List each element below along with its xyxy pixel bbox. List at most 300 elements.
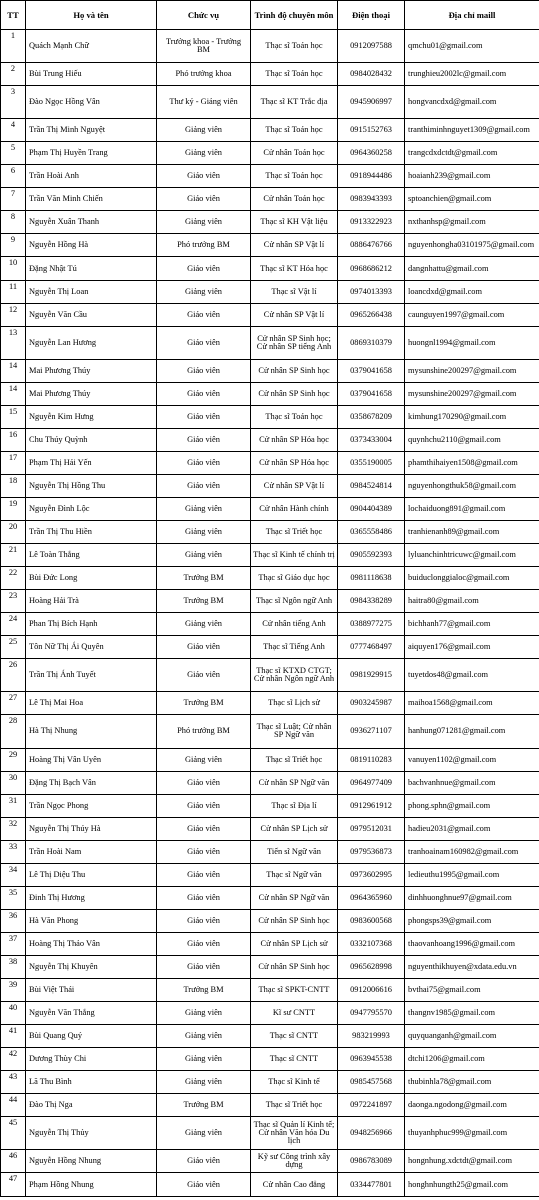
cell-phone: 0355190005 (338, 451, 405, 474)
cell-tt: 12 (1, 303, 26, 326)
cell-tt: 4 (1, 119, 26, 142)
table-row (1, 1071, 539, 1094)
table-row (1, 188, 539, 211)
table-row (1, 30, 539, 63)
table-row (1, 165, 539, 188)
cell-phone: 0985457568 (338, 1071, 405, 1094)
cell-email: phong.sphn@gmail.com (405, 794, 539, 817)
cell-name: Nguyễn Kim Hưng (26, 405, 157, 428)
cell-qualification: Thạc sĩ Địa lí (251, 794, 338, 817)
cell-tt: 18 (1, 474, 26, 497)
cell-name: Nguyễn Lan Hương (26, 326, 157, 359)
cell-email: aiquyen176@gmail.com (405, 636, 539, 659)
cell-phone: 0979512031 (338, 817, 405, 840)
cell-name: Phạm Thị Hải Yến (26, 451, 157, 474)
cell-tt: 30 (1, 771, 26, 794)
cell-qualification: Cử nhân SP Sinh học (251, 382, 338, 405)
cell-email: nguyenhongha03101975@gmail.com (405, 234, 539, 257)
cell-name: Mai Phương Thúy (26, 382, 157, 405)
cell-tt: 5 (1, 142, 26, 165)
cell-tt: 34 (1, 863, 26, 886)
cell-email: quyquanganh@gmail.com (405, 1025, 539, 1048)
table-row (1, 1117, 539, 1150)
cell-email: hadieu2031@gmail.com (405, 817, 539, 840)
cell-name: Trần Ngọc Phong (26, 794, 157, 817)
cell-position: Giáo viên (157, 428, 251, 451)
cell-phone: 0947795570 (338, 1002, 405, 1025)
cell-email: mysunshine200297@gmail.com (405, 359, 539, 382)
cell-position: Giảng viên (157, 142, 251, 165)
cell-phone: 0983943393 (338, 188, 405, 211)
cell-qualification: Thạc sĩ Triết học (251, 1094, 338, 1117)
cell-tt: 7 (1, 188, 26, 211)
cell-position: Trưởng khoa - Trưởng BM (157, 30, 251, 63)
cell-position: Giáo viên (157, 771, 251, 794)
cell-name: Trần Hoài Nam (26, 840, 157, 863)
cell-qualification: Thạc sĩ Tiếng Anh (251, 636, 338, 659)
cell-qualification: Thạc sĩ Kinh tế (251, 1071, 338, 1094)
cell-tt: 3 (1, 86, 26, 119)
table-row (1, 359, 539, 382)
cell-position: Giáo viên (157, 955, 251, 978)
cell-position: Giảng viên (157, 521, 251, 544)
cell-position: Trưởng BM (157, 1094, 251, 1117)
cell-email: quynhchu2110@gmail.com (405, 428, 539, 451)
cell-name: Phạm Thị Huyền Trang (26, 142, 157, 165)
table-row (1, 1094, 539, 1117)
cell-name: Phạm Hồng Nhung (26, 1173, 157, 1197)
cell-name: Hoàng Thị Vân Uyên (26, 748, 157, 771)
cell-position: Giảng viên (157, 1002, 251, 1025)
table-row (1, 817, 539, 840)
cell-qualification: Thạc sĩ Toán học (251, 165, 338, 188)
cell-name: Trần Thị Ánh Tuyết (26, 659, 157, 692)
cell-name: Nguyễn Thị Thủy (26, 1117, 157, 1150)
cell-qualification: Cử nhân SP Hóa học (251, 451, 338, 474)
table-row (1, 257, 539, 280)
cell-phone: 0963945538 (338, 1048, 405, 1071)
cell-position: Giáo viên (157, 165, 251, 188)
cell-tt: 15 (1, 405, 26, 428)
cell-position: Trưởng BM (157, 978, 251, 1001)
cell-name: Đặng Thị Bạch Vân (26, 771, 157, 794)
cell-name: Lã Thu Bình (26, 1071, 157, 1094)
cell-tt: 29 (1, 748, 26, 771)
cell-position: Giảng viên (157, 544, 251, 567)
cell-qualification: Cử nhân SP Sinh học (251, 359, 338, 382)
cell-qualification: Cử nhân Cao đẳng (251, 1173, 338, 1197)
cell-name: Nguyễn Thị Loan (26, 280, 157, 303)
cell-email: daonga.ngodong@gmail.com (405, 1094, 539, 1117)
cell-position: Giáo viên (157, 863, 251, 886)
cell-phone: 0979536873 (338, 840, 405, 863)
cell-position: Giáo viên (157, 405, 251, 428)
cell-email: bachvanhnue@gmail.com (405, 771, 539, 794)
cell-phone: 0905592393 (338, 544, 405, 567)
cell-tt: 33 (1, 840, 26, 863)
cell-position: Phó trưởng BM (157, 715, 251, 748)
table-row (1, 142, 539, 165)
cell-phone: 0984524814 (338, 474, 405, 497)
cell-qualification: Thạc sĩ Toán học (251, 30, 338, 63)
cell-phone: 0886476766 (338, 234, 405, 257)
cell-name: Lê Thị Mai Hoa (26, 692, 157, 715)
cell-phone: 0869310379 (338, 326, 405, 359)
table-row (1, 613, 539, 636)
cell-email: honghnhungth25@gmail.com (405, 1173, 539, 1197)
cell-phone: 0373433004 (338, 428, 405, 451)
cell-qualification: Cử nhân Toán học (251, 188, 338, 211)
cell-position: Trưởng BM (157, 692, 251, 715)
table-row (1, 405, 539, 428)
cell-name: Lê Thị Diệu Thu (26, 863, 157, 886)
cell-name: Trần Thị Thu Hiền (26, 521, 157, 544)
table-row (1, 932, 539, 955)
cell-qualification: Cử nhân SP Ngữ văn (251, 886, 338, 909)
cell-tt: 25 (1, 636, 26, 659)
cell-phone: 0983600568 (338, 909, 405, 932)
cell-position: Trưởng BM (157, 590, 251, 613)
cell-name: Bùi Trung Hiếu (26, 63, 157, 86)
cell-qualification: Cử nhân Toán học (251, 142, 338, 165)
cell-qualification: Cử nhân SP Lịch sử (251, 817, 338, 840)
cell-qualification: Thạc sĩ KH Vật liệu (251, 211, 338, 234)
table-row (1, 119, 539, 142)
table-row (1, 794, 539, 817)
cell-position: Giáo viên (157, 474, 251, 497)
table-row (1, 659, 539, 692)
cell-tt: 43 (1, 1071, 26, 1094)
cell-email: loancdxd@gmail.com (405, 280, 539, 303)
header-tt: TT (1, 1, 26, 30)
cell-phone: 0912006616 (338, 978, 405, 1001)
cell-position: Trưởng BM (157, 567, 251, 590)
cell-phone: 0365558486 (338, 521, 405, 544)
cell-name: Mai Phương Thúy (26, 359, 157, 382)
cell-name: Hoàng Thị Thảo Vân (26, 932, 157, 955)
cell-position: Phó trưởng BM (157, 234, 251, 257)
cell-tt: 22 (1, 567, 26, 590)
cell-qualification: Thạc sĩ Toán học (251, 63, 338, 86)
cell-qualification: Cử nhân SP Lịch sử (251, 932, 338, 955)
cell-qualification: Cử nhân SP Hóa học (251, 428, 338, 451)
cell-name: Nguyễn Hồng Nhung (26, 1150, 157, 1173)
cell-position: Giảng viên (157, 119, 251, 142)
cell-email: ledieuthu1995@gmail.com (405, 863, 539, 886)
cell-qualification: Kĩ sư CNTT (251, 1002, 338, 1025)
cell-phone: 0965628998 (338, 955, 405, 978)
header-qualification: Trình độ chuyên môn (251, 1, 338, 30)
cell-position: Giáo viên (157, 188, 251, 211)
cell-email: hongnhung.xdctdt@gmail.com (405, 1150, 539, 1173)
cell-position: Giáo viên (157, 909, 251, 932)
cell-position: Giảng viên (157, 1117, 251, 1150)
table-row (1, 909, 539, 932)
table-row (1, 63, 539, 86)
cell-name: Phan Thị Bích Hạnh (26, 613, 157, 636)
cell-tt: 13 (1, 326, 26, 359)
cell-tt: 1 (1, 30, 26, 63)
cell-phone: 0964365960 (338, 886, 405, 909)
cell-qualification: Thạc sĩ Giáo dục học (251, 567, 338, 590)
cell-name: Chu Thúy Quỳnh (26, 428, 157, 451)
cell-qualification: Thạc sĩ Lịch sử (251, 692, 338, 715)
cell-phone: 0777468497 (338, 636, 405, 659)
cell-phone: 0918944486 (338, 165, 405, 188)
cell-qualification: Cử nhân SP Ngữ văn (251, 771, 338, 794)
cell-email: nxthanhsp@gmail.com (405, 211, 539, 234)
table-row (1, 451, 539, 474)
cell-email: hongvancdxd@gmail.com (405, 86, 539, 119)
cell-phone: 0972241897 (338, 1094, 405, 1117)
table-row (1, 771, 539, 794)
cell-phone: 0388977275 (338, 613, 405, 636)
cell-tt: 9 (1, 234, 26, 257)
cell-phone: 0913322923 (338, 211, 405, 234)
cell-position: Giáo viên (157, 303, 251, 326)
cell-position: Giáo viên (157, 1150, 251, 1173)
cell-email: thuyanhphuc999@gmail.com (405, 1117, 539, 1150)
cell-phone: 0358678209 (338, 405, 405, 428)
cell-tt: 31 (1, 794, 26, 817)
cell-position: Giáo viên (157, 636, 251, 659)
table-row (1, 590, 539, 613)
cell-phone: 0945906997 (338, 86, 405, 119)
cell-tt: 47 (1, 1173, 26, 1197)
table-header-row (1, 1, 539, 30)
cell-qualification: Cử nhân SP Vật lí (251, 234, 338, 257)
cell-tt: 36 (1, 909, 26, 932)
cell-tt: 14 (1, 359, 26, 382)
cell-email: hoaianh239@gmail.com (405, 165, 539, 188)
table-row (1, 382, 539, 405)
cell-email: mysunshine200297@gmail.com (405, 382, 539, 405)
cell-phone: 0968686212 (338, 257, 405, 280)
cell-phone: 0981929915 (338, 659, 405, 692)
table-row (1, 1173, 539, 1197)
cell-position: Giảng viên (157, 748, 251, 771)
cell-tt: 39 (1, 978, 26, 1001)
cell-email: tuyetdos48@gmail.com (405, 659, 539, 692)
cell-position: Giáo viên (157, 817, 251, 840)
cell-name: Hà Văn Phong (26, 909, 157, 932)
cell-position: Giáo viên (157, 840, 251, 863)
cell-tt: 11 (1, 280, 26, 303)
cell-name: Nguyễn Hồng Hà (26, 234, 157, 257)
table-row (1, 840, 539, 863)
cell-email: tranthiminhnguyet1309@gmail.com (405, 119, 539, 142)
cell-email: nguyenthikhuyen@xdata.edu.vn (405, 955, 539, 978)
cell-tt: 42 (1, 1048, 26, 1071)
cell-name: Đào Ngọc Hồng Vân (26, 86, 157, 119)
cell-phone: 0379041658 (338, 382, 405, 405)
cell-tt: 10 (1, 257, 26, 280)
cell-phone: 0984338289 (338, 590, 405, 613)
cell-tt: 6 (1, 165, 26, 188)
cell-email: tranhoainam160982@gmail.com (405, 840, 539, 863)
table-row (1, 303, 539, 326)
cell-name: Quách Mạnh Chữ (26, 30, 157, 63)
cell-qualification: Thạc sĩ SPKT-CNTT (251, 978, 338, 1001)
cell-position: Giáo viên (157, 326, 251, 359)
table-row (1, 863, 539, 886)
cell-name: Nguyễn Thị Hồng Thu (26, 474, 157, 497)
table-row (1, 748, 539, 771)
cell-phone: 983219993 (338, 1025, 405, 1048)
cell-tt: 23 (1, 590, 26, 613)
table-row (1, 544, 539, 567)
cell-phone: 0973602995 (338, 863, 405, 886)
cell-email: maihoa1568@gmail.com (405, 692, 539, 715)
cell-name: Nguyễn Thị Thúy Hà (26, 817, 157, 840)
cell-qualification: Thạc sĩ CNTT (251, 1025, 338, 1048)
cell-qualification: Thạc sĩ Toán học (251, 405, 338, 428)
cell-position: Giảng viên (157, 1071, 251, 1094)
table-row (1, 211, 539, 234)
cell-tt: 24 (1, 613, 26, 636)
cell-name: Bùi Quang Quý (26, 1025, 157, 1048)
cell-email: sptoanchien@gmail.com (405, 188, 539, 211)
table-row (1, 521, 539, 544)
header-position: Chức vụ (157, 1, 251, 30)
cell-phone: 0981118638 (338, 567, 405, 590)
cell-qualification: Cử nhân tiếng Anh (251, 613, 338, 636)
cell-tt: 8 (1, 211, 26, 234)
table-row (1, 86, 539, 119)
cell-phone: 0965266438 (338, 303, 405, 326)
cell-qualification: Kỹ sư Công trình xây dựng (251, 1150, 338, 1173)
cell-qualification: Thạc sĩ KT Hóa học (251, 257, 338, 280)
cell-position: Giáo viên (157, 382, 251, 405)
table-row (1, 955, 539, 978)
table-row (1, 567, 539, 590)
cell-qualification: Thạc sĩ Triết học (251, 521, 338, 544)
cell-email: bvthai75@gmail.com (405, 978, 539, 1001)
cell-phone: 0964977409 (338, 771, 405, 794)
cell-tt: 44 (1, 1094, 26, 1117)
cell-qualification: Thạc sĩ Ngữ văn (251, 863, 338, 886)
cell-qualification: Cử nhân SP Sinh học; Cử nhân SP tiếng Anh (251, 326, 338, 359)
cell-tt: 27 (1, 692, 26, 715)
cell-email: tranhienanh89@gmail.com (405, 521, 539, 544)
cell-name: Đào Thị Nga (26, 1094, 157, 1117)
table-row (1, 474, 539, 497)
cell-position: Giảng viên (157, 497, 251, 520)
cell-email: trunghieu2002lc@gmail.com (405, 63, 539, 86)
cell-position: Thư ký - Giảng viên (157, 86, 251, 119)
cell-phone: 0986783089 (338, 1150, 405, 1173)
cell-name: Đặng Nhật Tú (26, 257, 157, 280)
header-email: Địa chỉ maill (405, 1, 539, 30)
cell-tt: 14 (1, 382, 26, 405)
table-row (1, 428, 539, 451)
cell-name: Nguyễn Đình Lộc (26, 497, 157, 520)
cell-tt: 28 (1, 715, 26, 748)
cell-position: Phó trưởng khoa (157, 63, 251, 86)
cell-email: huongnl1994@gmail.com (405, 326, 539, 359)
table-row (1, 692, 539, 715)
cell-tt: 2 (1, 63, 26, 86)
cell-name: Trần Hoài Anh (26, 165, 157, 188)
cell-name: Nguyễn Văn Thắng (26, 1002, 157, 1025)
cell-tt: 19 (1, 497, 26, 520)
cell-position: Giáo viên (157, 932, 251, 955)
cell-phone: 0912097588 (338, 30, 405, 63)
cell-name: Trần Văn Minh Chiến (26, 188, 157, 211)
cell-qualification: Thạc sĩ Kinh tế chính trị (251, 544, 338, 567)
header-phone: Điện thoại (338, 1, 405, 30)
cell-qualification: Thạc sĩ Luật; Cử nhân SP Ngữ văn (251, 715, 338, 748)
cell-phone: 0948256966 (338, 1117, 405, 1150)
cell-tt: 20 (1, 521, 26, 544)
cell-position: Giáo viên (157, 1173, 251, 1197)
cell-phone: 0903245987 (338, 692, 405, 715)
table-row (1, 886, 539, 909)
cell-name: Đinh Thị Hương (26, 886, 157, 909)
cell-qualification: Thạc sĩ Toán học (251, 119, 338, 142)
cell-phone: 0936271107 (338, 715, 405, 748)
cell-phone: 0379041658 (338, 359, 405, 382)
cell-phone: 0904404389 (338, 497, 405, 520)
cell-email: bichhanh77@gmail.com (405, 613, 539, 636)
cell-position: Giảng viên (157, 613, 251, 636)
table-row (1, 1048, 539, 1071)
cell-email: phamthihaiyen1508@gmail.com (405, 451, 539, 474)
cell-name: Tôn Nữ Thị Ái Quyên (26, 636, 157, 659)
cell-email: trangcdxdctdt@gmail.com (405, 142, 539, 165)
table-row (1, 1002, 539, 1025)
cell-phone: 0912961912 (338, 794, 405, 817)
cell-qualification: Thạc sĩ Quản lí Kinh tế; Cử nhân Văn hóa Du lịch (251, 1117, 338, 1150)
cell-tt: 38 (1, 955, 26, 978)
cell-tt: 46 (1, 1150, 26, 1173)
cell-position: Giáo viên (157, 451, 251, 474)
cell-qualification: Cử nhân SP Vật lí (251, 303, 338, 326)
cell-email: dtchi1206@gmail.com (405, 1048, 539, 1071)
cell-qualification: Thạc sĩ Vật lí (251, 280, 338, 303)
table-row (1, 497, 539, 520)
cell-qualification: Thạc sĩ KT Trắc địa (251, 86, 338, 119)
cell-qualification: Thạc sĩ Triết học (251, 748, 338, 771)
cell-position: Giáo viên (157, 659, 251, 692)
cell-email: thangnv1985@gmail.com (405, 1002, 539, 1025)
table-row (1, 280, 539, 303)
table-row (1, 636, 539, 659)
cell-email: dinhhuonghnue97@gmail.com (405, 886, 539, 909)
cell-name: Nguyễn Xuân Thanh (26, 211, 157, 234)
cell-name: Nguyễn Văn Cầu (26, 303, 157, 326)
cell-position: Giáo viên (157, 359, 251, 382)
cell-name: Dương Thùy Chi (26, 1048, 157, 1071)
cell-name: Bùi Việt Thái (26, 978, 157, 1001)
table-row (1, 1025, 539, 1048)
cell-position: Giáo viên (157, 886, 251, 909)
cell-qualification: Tiến sĩ Ngữ văn (251, 840, 338, 863)
cell-tt: 35 (1, 886, 26, 909)
cell-phone: 0964360258 (338, 142, 405, 165)
cell-tt: 45 (1, 1117, 26, 1150)
cell-tt: 32 (1, 817, 26, 840)
cell-phone: 0974013393 (338, 280, 405, 303)
cell-position: Giảng viên (157, 280, 251, 303)
cell-tt: 40 (1, 1002, 26, 1025)
cell-email: haitra80@gmail.com (405, 590, 539, 613)
header-name: Họ và tên (26, 1, 157, 30)
cell-phone: 0984028432 (338, 63, 405, 86)
cell-tt: 41 (1, 1025, 26, 1048)
cell-name: Lê Toàn Thắng (26, 544, 157, 567)
cell-email: kimhung170290@gmail.com (405, 405, 539, 428)
